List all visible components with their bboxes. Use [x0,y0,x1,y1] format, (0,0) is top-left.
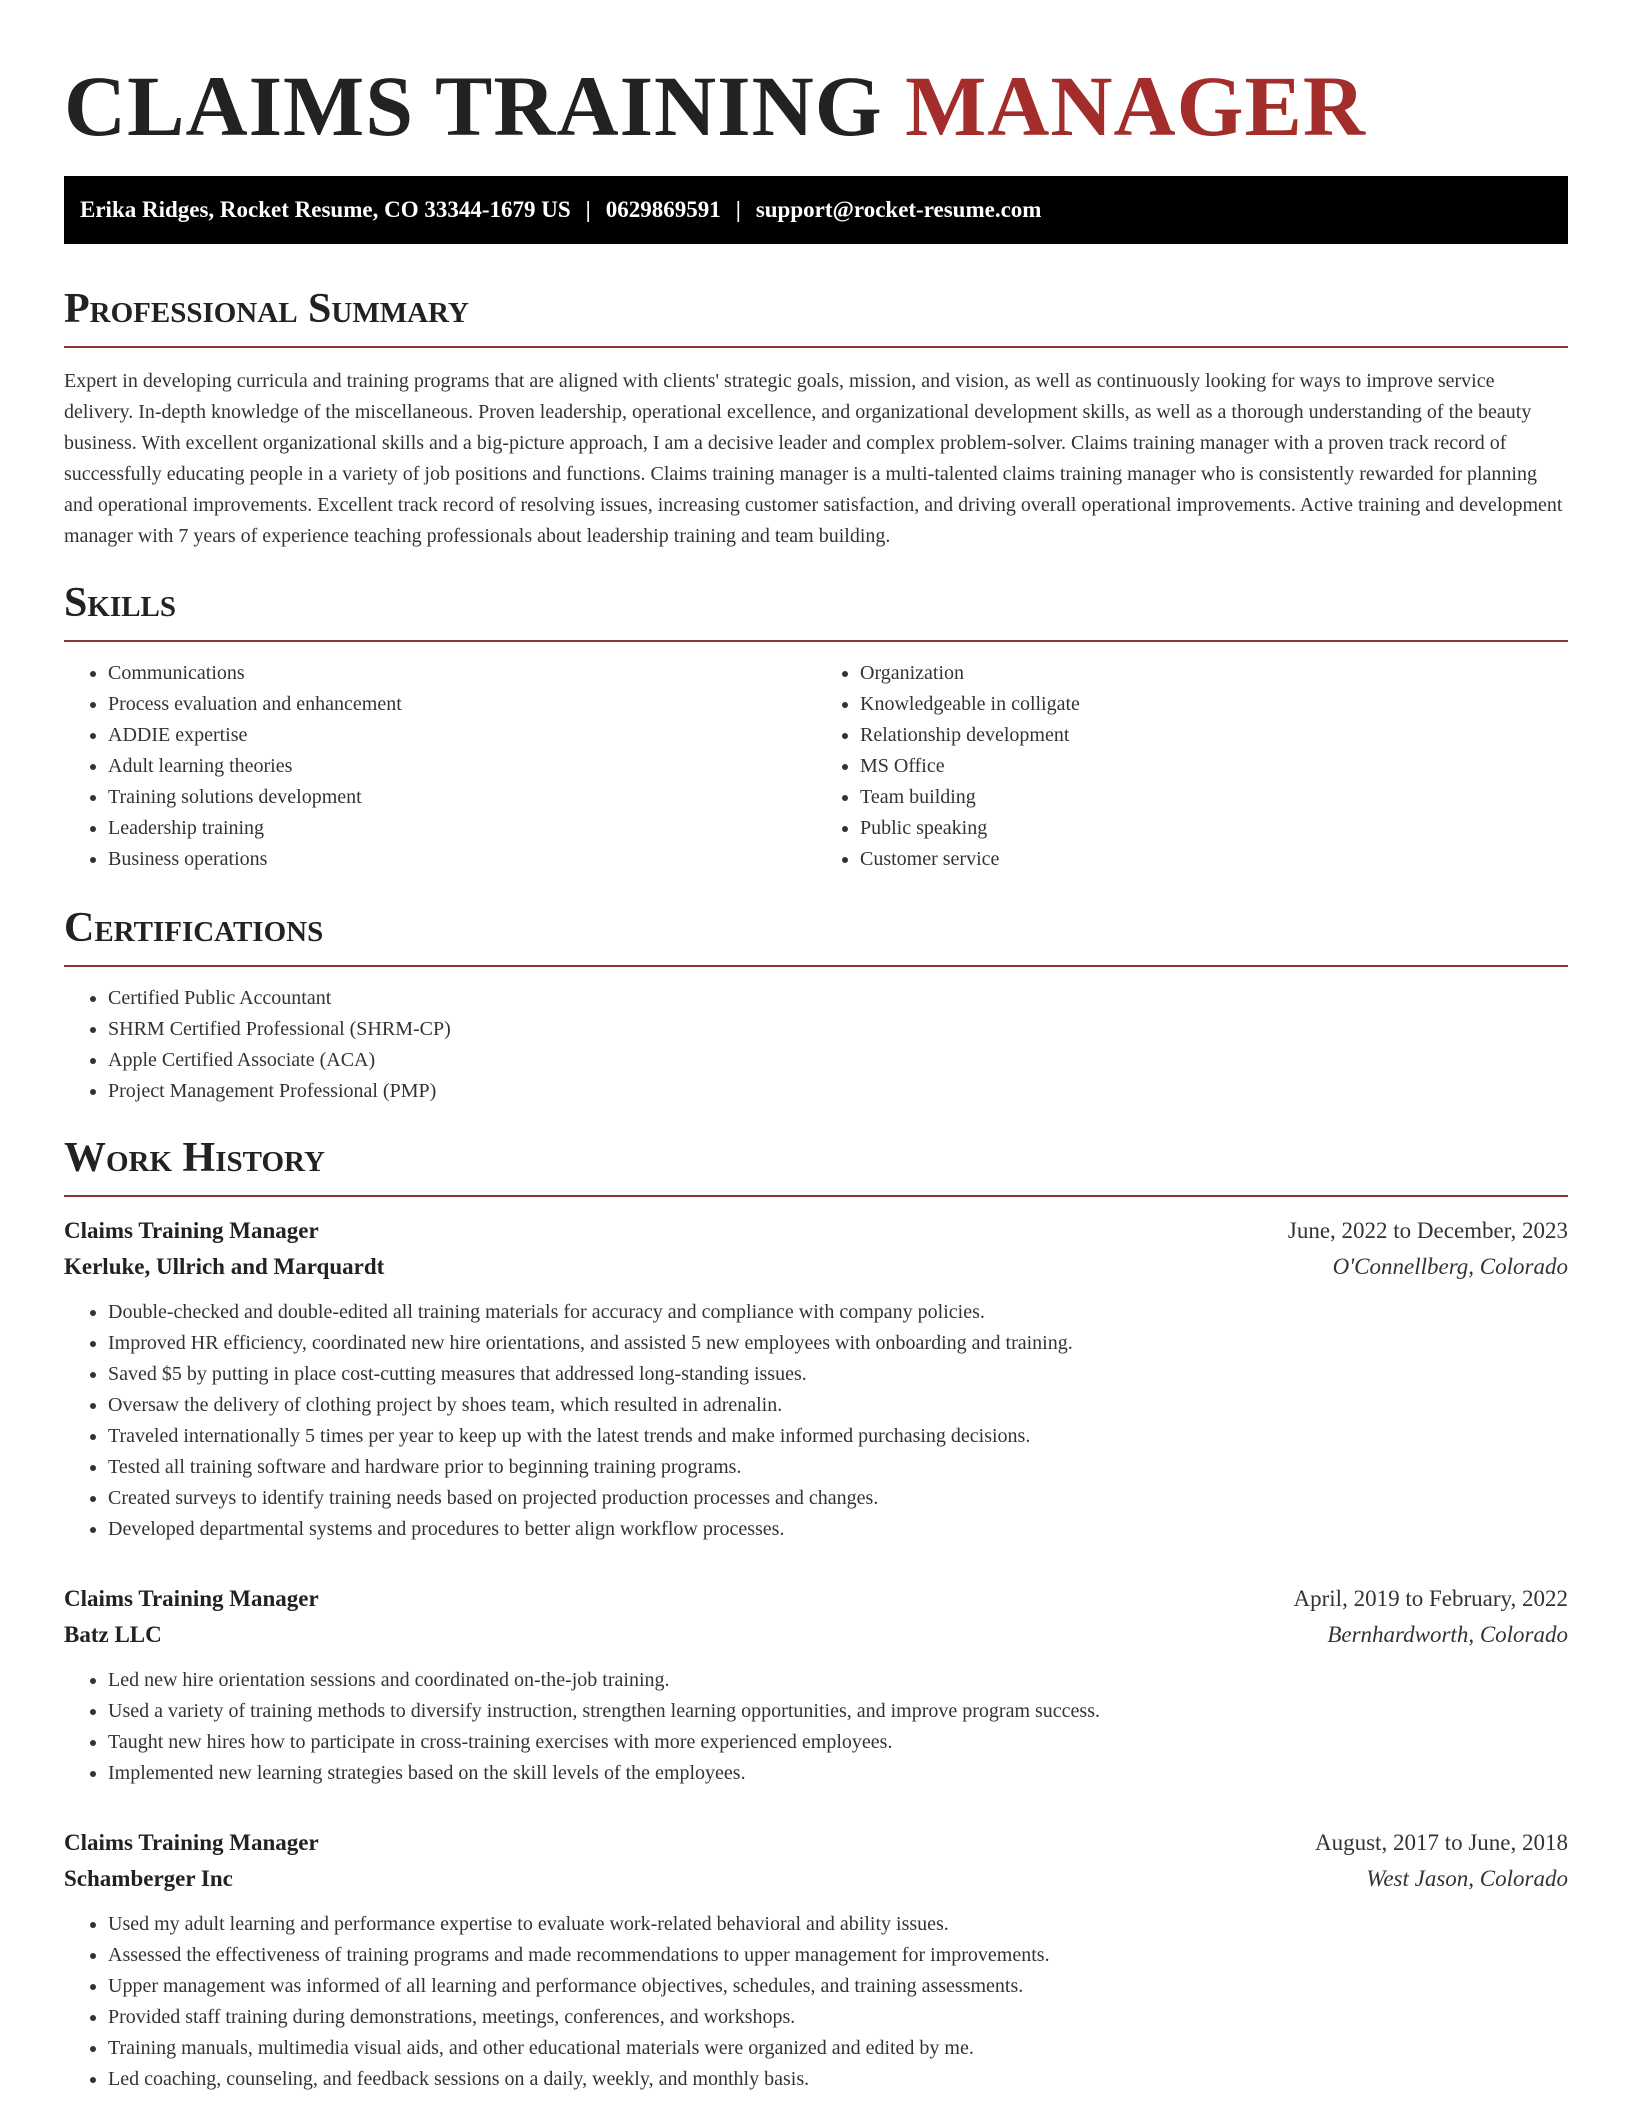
job-subheader-row [64,1249,1568,1285]
contact-bar [64,176,1568,244]
job-header-row [64,1581,1568,1617]
job-dates: August, 2017 to June, 2018 [1315,1830,1568,1855]
skills-list-left [64,658,816,875]
contact-separator: | [735,197,741,222]
resume-title [64,0,1568,156]
section-heading-certifications: Certifications [64,903,1568,967]
certification-item: • Apple Certified Associate (ACA) [108,1045,1568,1076]
skill-item: • MS Office [860,751,1568,782]
job-dates: June, 2022 to December, 2023 [1287,1218,1568,1243]
skill-item: • Public speaking [860,813,1568,844]
skill-item: • Business operations [108,844,816,875]
skill-item: • Communications [108,658,816,689]
job-subheader-row [64,1617,1568,1653]
job-bullet: • Led coaching, counseling, and feedback sessions on a daily, weekly, and monthly basis. [108,2064,1568,2095]
skill-item: • Organization [860,658,1568,689]
job-bullet: • Assessed the effectiveness of training programs and made recommendations to upper management for improvements. [108,1940,1568,1971]
skills-list-right [816,658,1568,875]
job-bullet: • Taught new hires how to participate in cross-training exercises with more experienced employees. [108,1727,1568,1758]
job-bullet: • Created surveys to identify training needs based on projected production processes and changes. [108,1483,1568,1514]
job-entry [64,1213,1568,1545]
job-bullet: • Provided staff training during demonstrations, meetings, conferences, and workshops. [108,2002,1568,2033]
job-title: Claims Training Manager [64,1830,319,1855]
job-entry [64,1581,1568,1789]
job-bullet: • Implemented new learning strategies based on the skill levels of the employees. [108,1758,1568,1789]
professional-summary-section [64,284,1568,552]
contact-address: Erika Ridges, Rocket Resume, CO 33344-1679 US [80,197,571,222]
job-company: Batz LLC [64,1622,162,1647]
job-location: West Jason, Colorado [1366,1866,1568,1891]
job-company: Kerluke, Ullrich and Marquardt [64,1254,385,1279]
job-bullet: • Led new hire orientation sessions and coordinated on-the-job training. [108,1665,1568,1696]
job-subheader-row [64,1861,1568,1897]
job-bullet: • Training manuals, multimedia visual aids, and other educational materials were organized and edited by me. [108,2033,1568,2064]
job-location: O'Connellberg, Colorado [1332,1254,1568,1279]
job-bullet: • Upper management was informed of all learning and performance objectives, schedules, and training assessments. [108,1971,1568,2002]
title-main: CLAIMS TRAINING [64,58,883,154]
certifications-section [64,903,1568,1107]
title-accent: MANAGER [905,58,1366,154]
work-history-section [64,1133,1568,2095]
job-bullet: • Saved $5 by putting in place cost-cutting measures that addressed long-standing issues. [108,1359,1568,1390]
section-heading-work-history: Work History [64,1133,1568,1197]
skill-item: • Relationship development [860,720,1568,751]
skill-item: • Training solutions development [108,782,816,813]
skill-item: • Leadership training [108,813,816,844]
job-bullets [64,1909,1568,2095]
skill-item: • Customer service [860,844,1568,875]
skill-item: • Adult learning theories [108,751,816,782]
job-company: Schamberger Inc [64,1866,233,1891]
job-bullet: • Used a variety of training methods to diversify instruction, strengthen learning opportunities, and improve program success. [108,1696,1568,1727]
job-title: Claims Training Manager [64,1218,319,1243]
skill-item: • ADDIE expertise [108,720,816,751]
contact-email[interactable]: support@rocket-resume.com [755,197,1042,222]
contact-separator: | [585,197,591,222]
certification-item: • Certified Public Accountant [108,983,1568,1014]
job-bullet: • Traveled internationally 5 times per year to keep up with the latest trends and make informed purchasing decisions. [108,1421,1568,1452]
summary-text: Expert in developing curricula and training programs that are aligned with clients' strategic goals, mission, and vision, as well as continuously looking for ways to improve service delivery. In-depth knowledge of the miscellaneous. Proven leadership, operational excellence, and organizational development skills, as well as a thorough understanding of the beauty business. With excellent organizational skills and a big-picture approach, I am a decisive leader and complex problem-solver. Claims training manager with a proven track record of successfully educating people in a variety of job positions and functions. Claims training manager is a multi-talented claims training manager who is consistently rewarded for planning and operational improvements. Excellent track record of resolving issues, increasing customer satisfaction, and driving overall operational improvements. Active training and development manager with 7 years of experience teaching professionals about leadership training and team building. [64,370,1563,547]
section-heading-summary: Professional Summary [64,284,1568,348]
job-title: Claims Training Manager [64,1586,319,1611]
skill-item: • Process evaluation and enhancement [108,689,816,720]
job-header-row [64,1825,1568,1861]
skill-item: • Team building [860,782,1568,813]
skill-item: • Knowledgeable in colligate [860,689,1568,720]
job-bullet: • Improved HR efficiency, coordinated new hire orientations, and assisted 5 new employees with onboarding and training. [108,1328,1568,1359]
contact-phone: 0629869591 [605,197,721,222]
job-entry [64,1825,1568,2095]
job-location: Bernhardworth, Colorado [1327,1622,1568,1647]
skills-section [64,578,1568,875]
certification-item: • SHRM Certified Professional (SHRM-CP) [108,1014,1568,1045]
job-bullet: • Tested all training software and hardware prior to beginning training programs. [108,1452,1568,1483]
job-bullets [64,1297,1568,1545]
job-bullet: • Double-checked and double-edited all training materials for accuracy and compliance with company policies. [108,1297,1568,1328]
job-bullet: • Used my adult learning and performance expertise to evaluate work-related behavioral and ability issues. [108,1909,1568,1940]
certifications-list [64,983,1568,1107]
section-heading-skills: Skills [64,578,1568,642]
job-bullets [64,1665,1568,1789]
job-bullet: • Oversaw the delivery of clothing project by shoes team, which resulted in adrenalin. [108,1390,1568,1421]
job-header-row [64,1213,1568,1249]
job-bullet: • Developed departmental systems and procedures to better align workflow processes. [108,1514,1568,1545]
skills-grid [64,642,1568,875]
certification-item: • Project Management Professional (PMP) [108,1076,1568,1107]
job-dates: April, 2019 to February, 2022 [1293,1586,1568,1611]
